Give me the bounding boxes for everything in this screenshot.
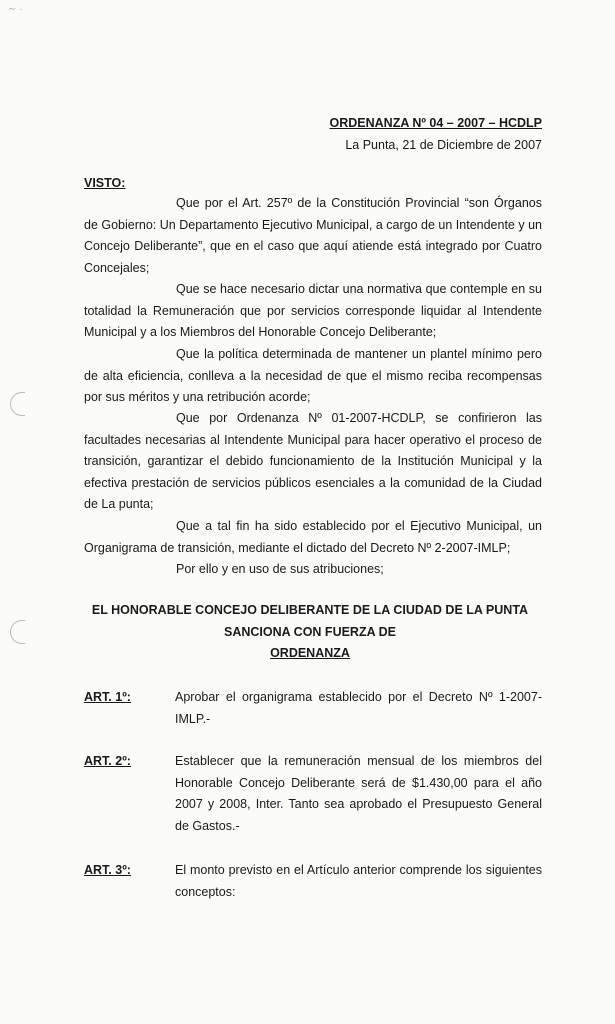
visto-paragraph: Que por el Art. 257º de la Constitución Provincial “son Órganos de Gobierno: Un Departamento Ejecutivo Municipal, a cargo de un Intendente y un Concejo Deliberante”, que en el caso que aquí atiende está integrado por Cuatro Concejales;: [84, 196, 542, 275]
enactment-line: EL HONORABLE CONCEJO DELIBERANTE DE LA CIUDAD DE LA PUNTA: [91, 603, 529, 617]
scan-mark: ∼ ·: [8, 4, 23, 15]
article-text: El monto previsto en el Artículo anterior comprende los siguientes conceptos:: [175, 863, 542, 899]
enactment-formula: [60, 600, 560, 665]
enactment-heading: ORDENANZA: [270, 646, 350, 660]
ordinance-title: ORDENANZA Nº 04 – 2007 – HCDLP: [329, 116, 542, 130]
punch-hole-mark: [10, 620, 25, 644]
place-date: La Punta, 21 de Diciembre de 2007: [345, 138, 542, 152]
article-text: Establecer que la remuneración mensual de los miembros del Honorable Concejo Deliberante será de $1.430,00 para el año 2007 y 2008, Inter. Tanto sea aprobado el Presupuesto General de Gastos.-: [175, 754, 542, 833]
visto-paragraph: Que la política determinada de mantener un plantel mínimo pero de alta eficiencia, conlleva a la necesidad de que el mismo reciba recompensas por sus méritos y una retribución acorde;: [84, 347, 542, 404]
article-text: Aprobar el organigrama establecido por el Decreto Nº 1-2007-IMLP.-: [175, 690, 542, 726]
article-label: ART. 3º:: [84, 863, 131, 877]
visto-paragraph: Que se hace necesario dictar una normativa que contemple en su totalidad la Remuneración que por servicios corresponde liquidar al Intendente Municipal y a los Miembros del Honorable Concejo Deliberante;: [84, 282, 542, 339]
article-label: ART. 2º:: [84, 754, 131, 768]
document-header: [330, 112, 543, 156]
enactment-line: SANCIONA CON FUERZA DE: [224, 624, 396, 639]
punch-hole-mark: [10, 392, 25, 416]
visto-paragraph: Que por Ordenanza Nº 01-2007-HCDLP, se confirieron las facultades necesarias al Intendente Municipal para hacer operativo el proceso de transición, garantizar el debido funcionamiento de la Institución Municipal y la efectiva prestación de servicios públicos esenciales a la comunidad de la Ciudad de La punta;: [84, 411, 542, 511]
visto-paragraph: Que a tal fin ha sido establecido por el Ejecutivo Municipal, un Organigrama de transición, mediante el dictado del Decreto Nº 2-2007-IMLP;: [84, 519, 542, 555]
visto-label: VISTO:: [84, 176, 126, 190]
visto-paragraph: Por ello y en uso de sus atribuciones;: [176, 562, 384, 576]
article-label: ART. 1º:: [84, 690, 131, 704]
